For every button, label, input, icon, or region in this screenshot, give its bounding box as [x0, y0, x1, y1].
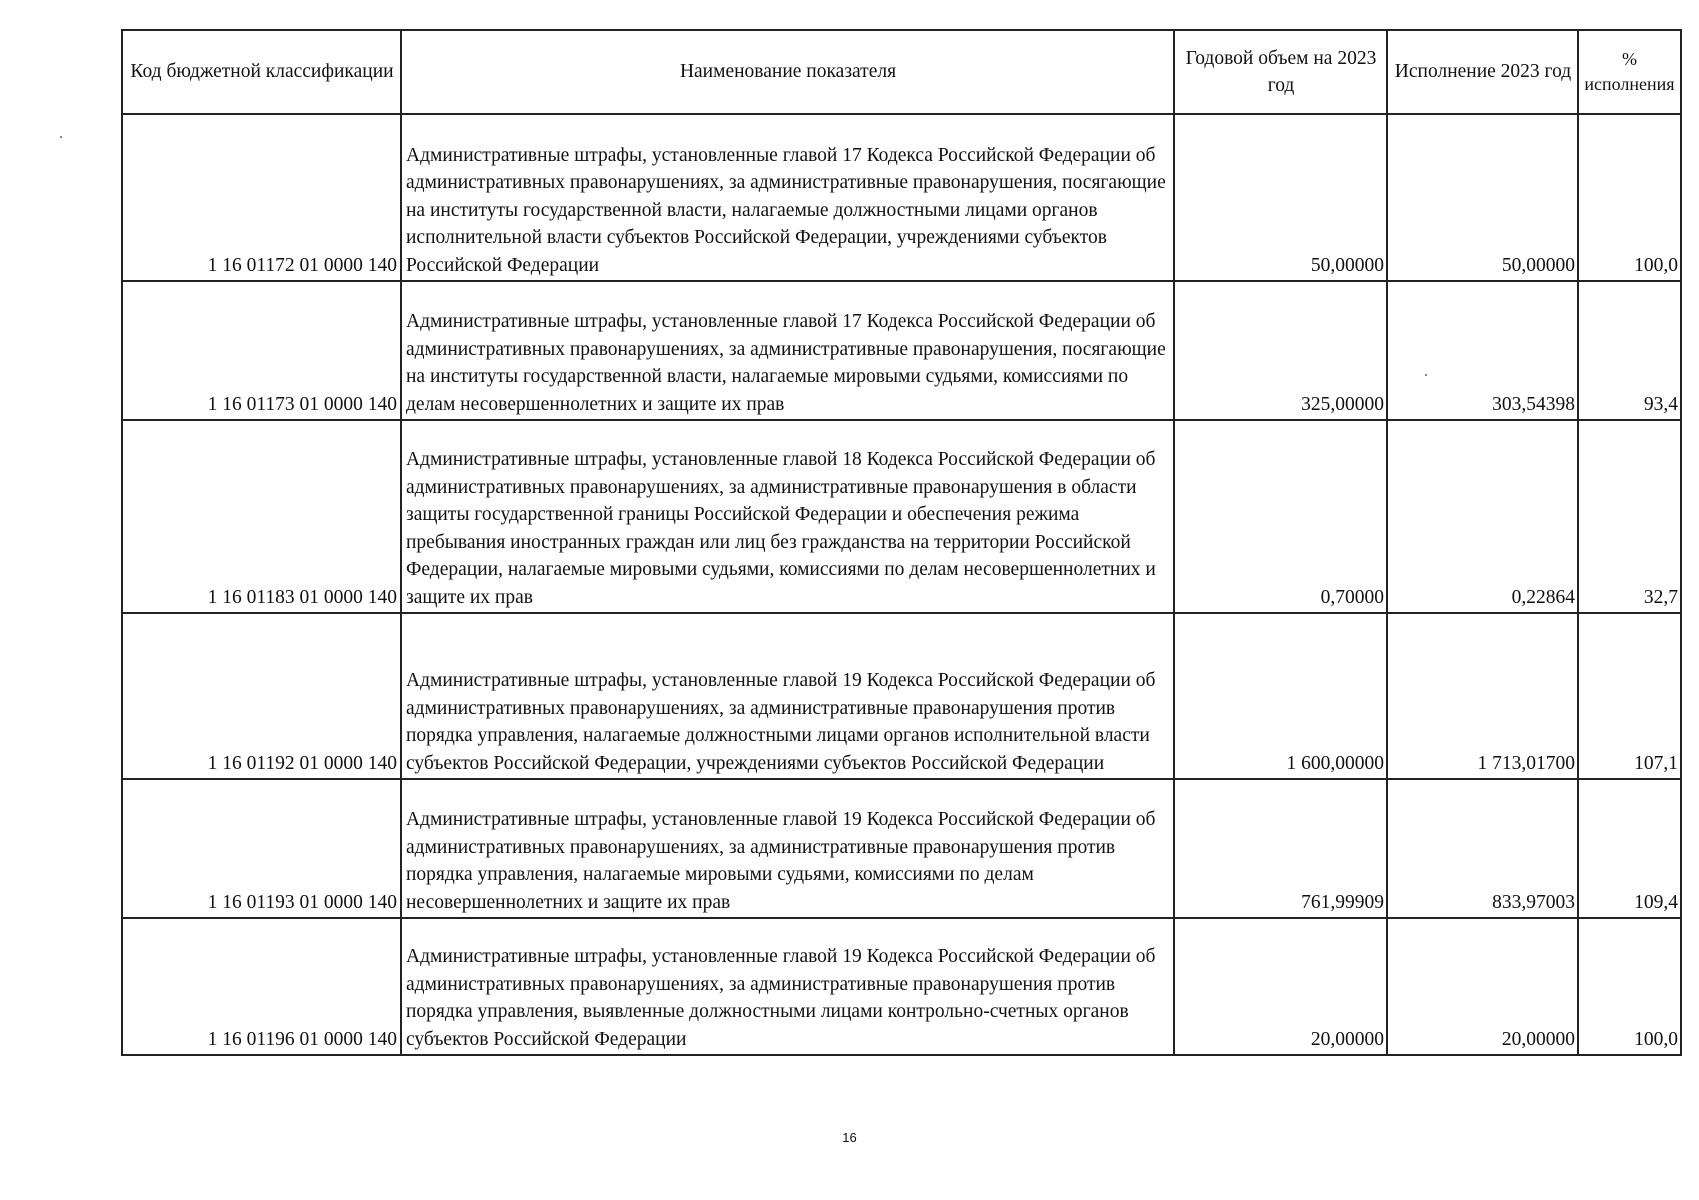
- row-actual: 50,00000: [1387, 114, 1578, 281]
- table-row: [122, 613, 1681, 779]
- table-row: [122, 420, 1681, 613]
- row-code: 1 16 01173 01 0000 140: [122, 281, 401, 420]
- scan-speck: [1425, 374, 1427, 376]
- page-number: 16: [842, 1130, 857, 1145]
- row-name: Административные штрафы, установленные главой 17 Кодекса Российской Федерации об административных правонарушениях, за административные правонарушения, посягающие на институты государственной власти, налагаемые мировыми судьями, комиссиями по делам несовершеннолетних и защите их прав: [401, 281, 1174, 420]
- header-code: Код бюджетной классификации: [122, 30, 401, 114]
- budget-execution-table: [121, 29, 1682, 1056]
- row-name: Административные штрафы, установленные главой 19 Кодекса Российской Федерации об административных правонарушениях, за административные правонарушения против порядка управления, налагаемые должностными лицами органов исполнительной власти субъектов Российской Федерации, учреждениями субъектов Российской Федерации: [401, 613, 1174, 779]
- row-name: Административные штрафы, установленные главой 19 Кодекса Российской Федерации об административных правонарушениях, за административные правонарушения против порядка управления, выявленные должностными лицами контрольно-счетных органов субъектов Российской Федерации: [401, 918, 1174, 1055]
- row-percent: 100,0: [1578, 114, 1681, 281]
- table-header-row: [122, 30, 1681, 114]
- row-plan: 50,00000: [1174, 114, 1387, 281]
- table-row: [122, 779, 1681, 918]
- row-percent: 100,0: [1578, 918, 1681, 1055]
- row-code: 1 16 01183 01 0000 140: [122, 420, 401, 613]
- row-code: 1 16 01192 01 0000 140: [122, 613, 401, 779]
- table-row: [122, 281, 1681, 420]
- row-actual: 20,00000: [1387, 918, 1578, 1055]
- row-actual: 833,97003: [1387, 779, 1578, 918]
- row-plan: 0,70000: [1174, 420, 1387, 613]
- scan-speck: [60, 136, 62, 138]
- row-percent: 32,7: [1578, 420, 1681, 613]
- row-code: 1 16 01196 01 0000 140: [122, 918, 401, 1055]
- header-name: Наименование показателя: [401, 30, 1174, 114]
- row-actual: 1 713,01700: [1387, 613, 1578, 779]
- row-percent: 109,4: [1578, 779, 1681, 918]
- row-plan: 325,00000: [1174, 281, 1387, 420]
- table-row: [122, 918, 1681, 1055]
- row-name: Административные штрафы, установленные главой 19 Кодекса Российской Федерации об административных правонарушениях, за административные правонарушения против порядка управления, налагаемые мировыми судьями, комиссиями по делам несовершеннолетних и защите их прав: [401, 779, 1174, 918]
- row-plan: 1 600,00000: [1174, 613, 1387, 779]
- row-name: Административные штрафы, установленные главой 17 Кодекса Российской Федерации об административных правонарушениях, за административные правонарушения, посягающие на институты государственной власти, налагаемые должностными лицами органов исполнительной власти субъектов Российской Федерации, учреждениями субъектов Российской Федерации: [401, 114, 1174, 281]
- table-row: [122, 114, 1681, 281]
- row-percent: 93,4: [1578, 281, 1681, 420]
- row-plan: 20,00000: [1174, 918, 1387, 1055]
- header-plan: Годовой объем на 2023 год: [1174, 30, 1387, 114]
- header-percent: % исполнения: [1578, 30, 1681, 114]
- row-name: Административные штрафы, установленные главой 18 Кодекса Российской Федерации об административных правонарушениях, за административные правонарушения в области защиты государственной границы Российской Федерации и обеспечения режима пребывания иностранных граждан или лиц без гражданства на территории Российской Федерации, налагаемые мировыми судьями, комиссиями по делам несовершеннолетних и защите их прав: [401, 420, 1174, 613]
- row-code: 1 16 01193 01 0000 140: [122, 779, 401, 918]
- header-actual: Исполнение 2023 год: [1387, 30, 1578, 114]
- row-actual: 0,22864: [1387, 420, 1578, 613]
- row-actual: 303,54398: [1387, 281, 1578, 420]
- row-percent: 107,1: [1578, 613, 1681, 779]
- row-plan: 761,99909: [1174, 779, 1387, 918]
- row-code: 1 16 01172 01 0000 140: [122, 114, 401, 281]
